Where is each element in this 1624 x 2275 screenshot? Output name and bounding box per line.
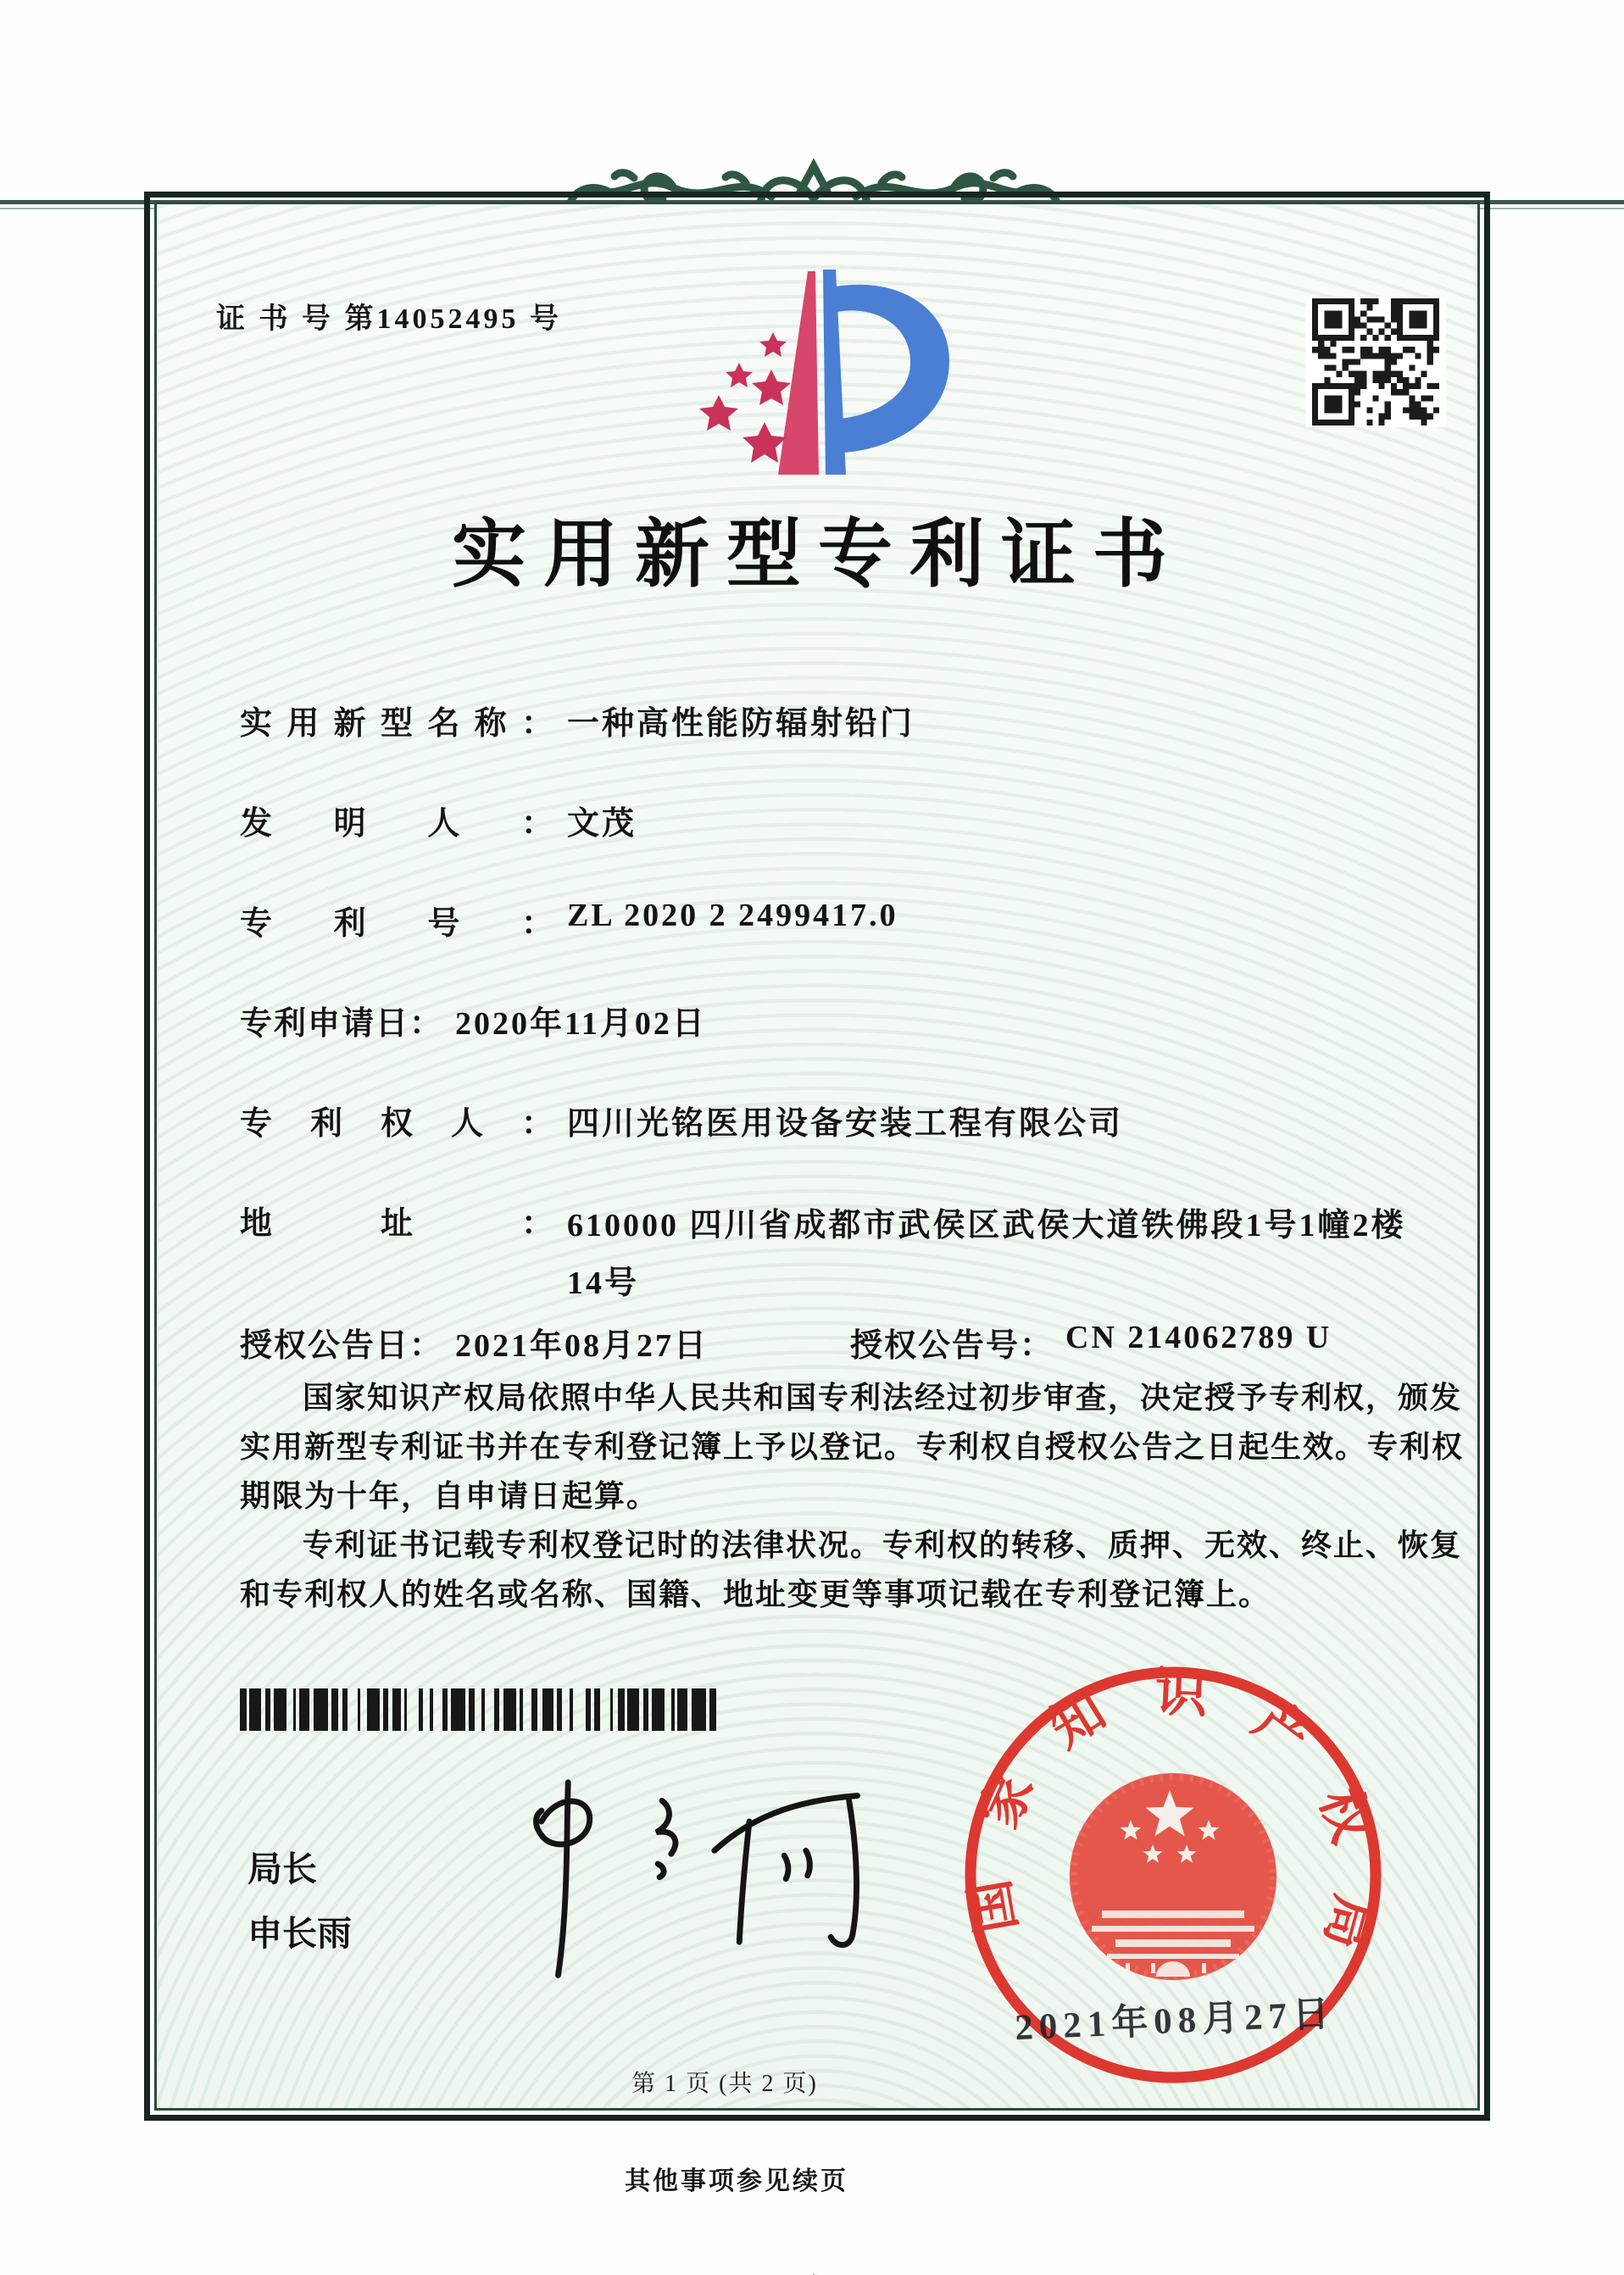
barcode [240, 1688, 725, 1731]
body-paragraph: 国家知识产权局依照中华人民共和国专利法经过初步审查，决定授予专利权，颁发实用新型专利证书并在专利登记簿上予以登记。专利权自授权公告之日起生效。专利权期限为十年，自申请日起算。 [240, 1381, 1465, 1513]
field-label: 专利号： [240, 906, 555, 942]
field-label: 授权公告号： [850, 1328, 1054, 1364]
seal-agency-text: 国家知识产权局 [961, 1664, 1383, 1955]
certificate-number: 证 书 号 第14052495 号 [216, 303, 562, 335]
field-value: ZL 2020 2 2499417.0 [567, 898, 898, 933]
field-label: 实用新型名称： [240, 706, 555, 742]
field-value: 文茂 [567, 806, 637, 842]
field-label: 地址： [240, 1206, 555, 1242]
field-row-grant-date [240, 1319, 709, 1366]
field-row-patentee [240, 1097, 1123, 1143]
field-row-inventor [240, 797, 637, 843]
cnipa-patent-logo-icon [670, 253, 966, 498]
signer-title: 局长 [247, 1849, 317, 1888]
legal-body-text [240, 1373, 1473, 1619]
field-row-patent-number [240, 897, 898, 943]
field-value: 2020年11月02日 [455, 1006, 707, 1042]
field-label: 授权公告日： [240, 1328, 444, 1364]
director-signature [487, 1776, 928, 1992]
national-emblem-icon [1070, 1773, 1276, 1980]
signer-name: 申长雨 [247, 1914, 352, 1953]
field-label: 发明人： [240, 806, 555, 842]
qr-code [1305, 297, 1446, 427]
field-value: 610000 四川省成都市武侯区武侯大道铁佛段1号1幢2楼14号 [567, 1208, 1406, 1301]
field-value: 2021年08月27日 [455, 1328, 709, 1364]
field-value: 四川光铭医用设备安装工程有限公司 [567, 1106, 1124, 1142]
field-value: CN 214062789 U [1065, 1320, 1332, 1355]
field-row-grant-number [850, 1319, 1332, 1366]
field-label: 专利权人： [240, 1106, 555, 1142]
seal-date: 2021年08月27日 [1014, 1994, 1337, 2049]
field-row-name [240, 697, 915, 743]
continuation-note: 其他事项参见续页 [625, 2167, 848, 2195]
field-label: 专利申请日： [240, 1006, 444, 1042]
field-row-filing-date [240, 997, 707, 1043]
certificate-title: 实用新型专利证书 [451, 515, 1184, 597]
body-paragraph: 专利证书记载专利权登记时的法律状况。专利权的转移、质押、无效、终止、恢复和专利权人的姓名或名称、国籍、地址变更等事项记载在专利登记簿上。 [240, 1528, 1463, 1611]
field-row-address [240, 1197, 1423, 1312]
page-indicator: 第 1 页 (共 2 页) [631, 2071, 818, 2097]
qr-code-icon [1307, 298, 1444, 426]
field-value: 一种高性能防辐射铅门 [567, 706, 915, 742]
green-scroll-flourish-icon [453, 2239, 1174, 2275]
